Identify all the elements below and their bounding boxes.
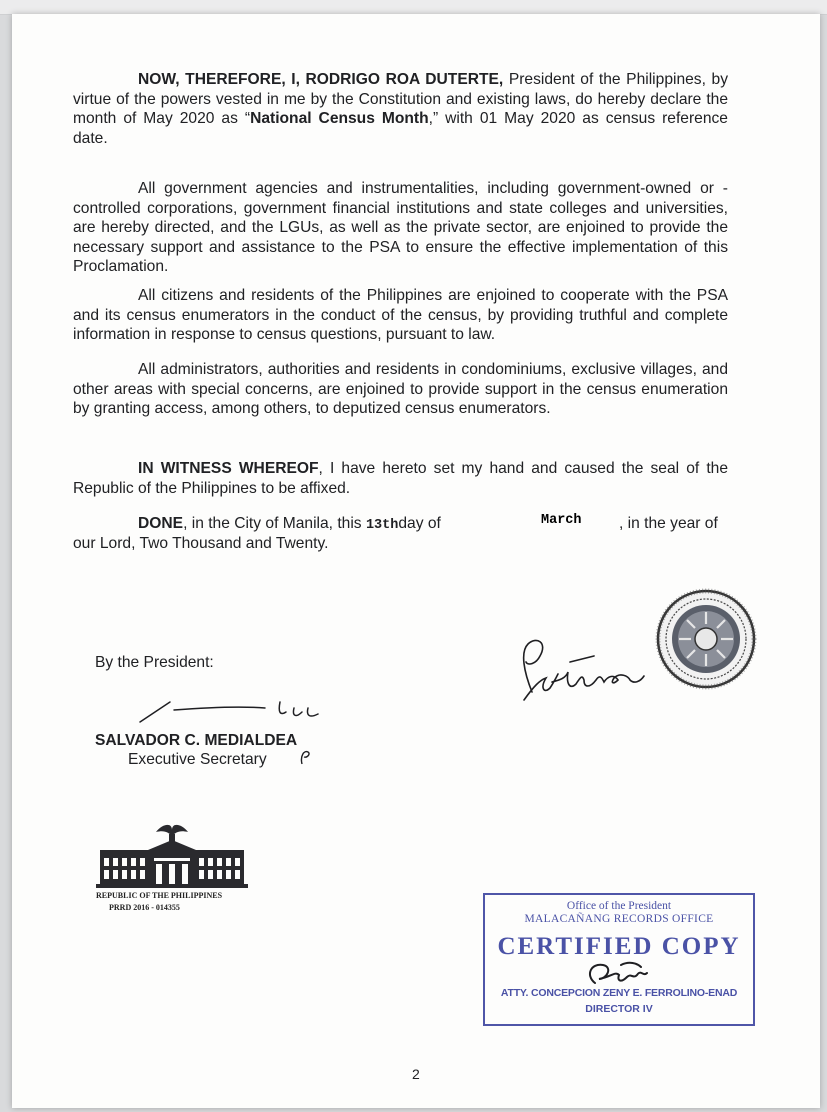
initial-mark — [298, 748, 314, 768]
done-month: March — [541, 513, 582, 528]
paragraph-declaration — [73, 70, 728, 148]
done-line — [138, 515, 441, 533]
done-text-a: , in the City of Manila, this — [183, 515, 366, 532]
building-caption-line2: PRRD 2016 - 014355 — [109, 903, 180, 912]
done-text-d: our Lord, Two Thousand and Twenty. — [73, 535, 329, 552]
done-lead: DONE — [138, 515, 184, 532]
declaration-text-b: ,” with 01 May 2020 as census reference date. — [73, 110, 728, 147]
secretary-title: Executive Secretary — [128, 751, 267, 768]
secretary-signature — [130, 690, 330, 730]
stamp-signature — [581, 957, 661, 991]
by-the-president: By the President: — [95, 654, 214, 671]
stamp-certified-copy: CERTIFIED COPY — [497, 933, 741, 960]
president-signature — [510, 622, 660, 707]
declaration-text-a: President of the Philippines, by virtue of the powers vested in me by the Constitution and existing laws, do hereby declare the month of May 2020 as “ — [73, 71, 728, 128]
certified-copy-stamp — [483, 893, 755, 1026]
paragraph-citizens: All citizens and residents of the Philippines are enjoined to cooperate with the PSA and its census enumerators in the conduct of the census, by providing truthful and complete information in response to census questions, pursuant to law. — [73, 287, 728, 344]
paragraph-administrators: All administrators, authorities and residents in condominiums, exclusive villages, and other areas with special concerns, are enjoined to provide support in the census enumeration by granting access, among others, to deputized census enumerators. — [73, 361, 728, 418]
witness-lead: IN WITNESS WHEREOF — [138, 460, 319, 477]
presidential-seal — [655, 588, 757, 690]
stamp-office: Office of the President — [566, 900, 672, 912]
paragraph-witness — [73, 459, 728, 498]
malacanang-building-emblem — [96, 820, 248, 890]
witness-text: , I have hereto set my hand and caused the seal of the Republic of the Philippines to be affixed. — [73, 460, 729, 497]
stamp-signatory-name: ATTY. CONCEPCION ZENY E. FERROLINO-ENAD — [500, 987, 738, 999]
done-text-b: day of — [398, 515, 441, 532]
national-census-month: National Census Month — [250, 110, 429, 128]
stamp-signatory-title: DIRECTOR IV — [585, 1003, 653, 1015]
top-strip — [0, 0, 827, 15]
done-text-c: , in the year of — [619, 515, 718, 532]
stamp-records-office: MALACAÑANG RECORDS OFFICE — [524, 913, 714, 925]
page-number: 2 — [412, 1066, 420, 1082]
paragraph-agencies: All government agencies and instrumentalities, including government-owned or -controlled corporations, government financial institutions and state colleges and universities, are hereby directed, and the LGUs, as well as the private sector, are enjoined to provide the necessary support and assistance to the PSA to ensure the effective implementation of this Proclamation. — [73, 180, 728, 276]
declaration-lead: NOW, THEREFORE, I, RODRIGO ROA DUTERTE, — [138, 71, 504, 88]
secretary-name: SALVADOR C. MEDIALDEA — [95, 732, 298, 749]
building-caption-line1: REPUBLIC OF THE PHILIPPINES — [96, 891, 223, 900]
done-day: 13th — [365, 518, 399, 533]
